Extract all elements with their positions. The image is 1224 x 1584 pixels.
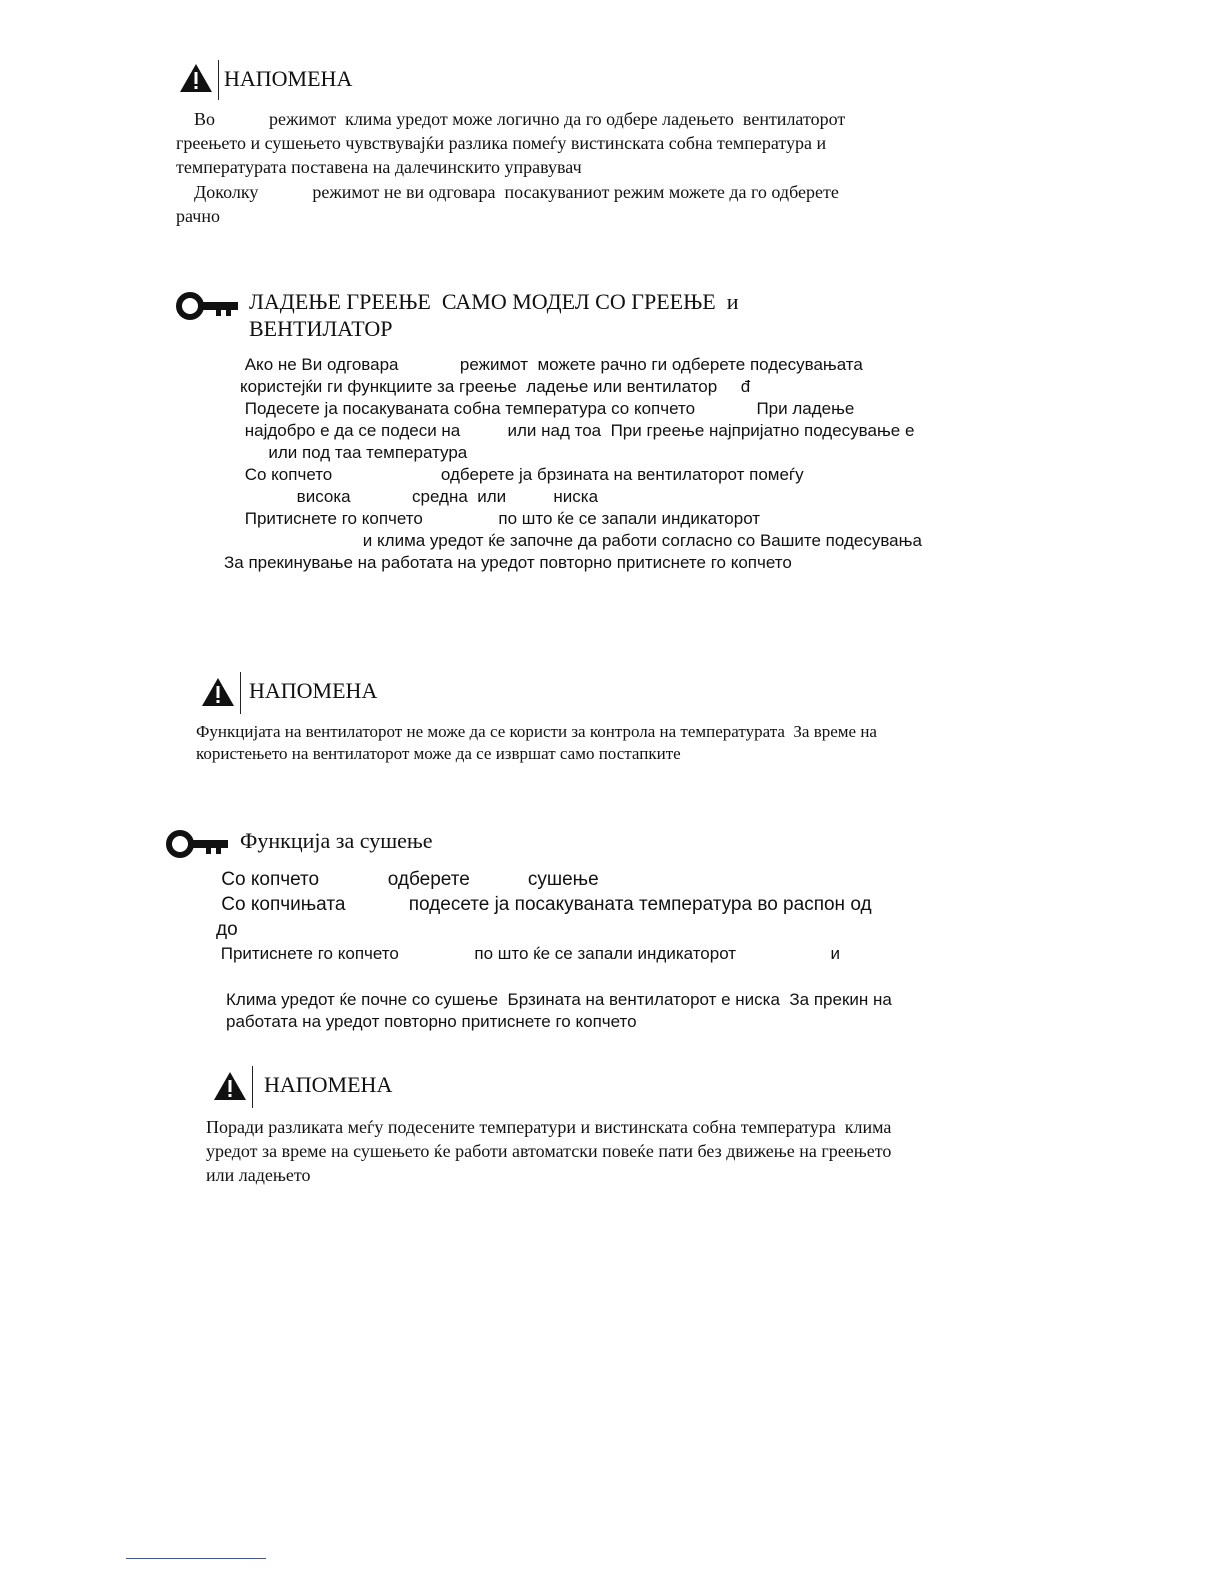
heading-divider [240,672,241,714]
note-line: или ладењето [206,1165,311,1185]
section-line: до [216,919,238,940]
note-line: греењето и сушењето чувствувајќи разлика помеѓу вистинската собна температура и [176,133,827,153]
note-heading: НАПОМЕНА [264,1072,393,1097]
section-line: Клима уредот ќе почне со сушење Брзината на вентилаторот е ниска За прекин на [226,990,892,1009]
section-line: Со копчињата подесете ја посакуваната температура во распон од [216,894,872,915]
section-line: Со копчето одберете ја брзината на вентилаторот помеѓу [240,465,804,484]
section-line: најдобро е да се подеси на или над тоа При греење најпријатно подесување е [240,421,915,440]
note-line: користењето на вентилаторот може да се извршат само постапките [196,744,681,763]
section-line: Подесете ја посакуваната собна температура со копчето При ладење [240,399,855,418]
section-line: За прекинување на работата на уредот повторно притиснете го копчето [224,553,792,572]
warning-icon [212,1070,248,1102]
section-heading: ВЕНТИЛАТОР [249,316,393,341]
key-icon [176,290,240,322]
note-line: Поради разликата меѓу подесените температури и вистинската собна температура клима [206,1117,892,1137]
section-heading: Функција за сушење [240,828,433,853]
note-line: рачно [176,206,220,226]
note-heading: НАПОМЕНА [249,678,378,703]
note-line: Во режимот клима уредот може логично да го одбере ладењето вентилаторот [176,109,846,129]
section-line: Со копчето одберете сушење [216,869,599,890]
section-line: користејќи ги функциите за греење ладење или вентилатор đ [240,377,751,396]
section-line: работата на уредот повторно притиснете го копчето [226,1012,637,1031]
heading-divider [218,60,219,100]
section-heading: ЛАДЕЊЕ ГРЕЕЊЕ САМО МОДЕЛ СО ГРЕЕЊЕ и [249,289,739,314]
note-line: температурата поставена на далечинскито управувач [176,157,582,177]
footnote-rule [126,1558,266,1559]
warning-icon [178,62,214,94]
section-line: висока средна или ниска [240,487,599,506]
section-line: Притиснете го копчето по што ќе се запали индикаторот [240,509,761,528]
note-line: Функцијата на вентилаторот не може да се користи за контрола на температурата За време на [196,722,877,741]
note-heading: НАПОМЕНА [224,66,353,91]
key-icon [166,828,230,860]
section-line: или под таа температура [240,443,468,462]
heading-divider [252,1066,253,1108]
note-line: Доколку режимот не ви одговара посакуваниот режим можете да го одберете [176,182,839,202]
warning-icon [200,676,236,708]
section-line: Притиснете го копчето по што ќе се запали индикаторот и [216,944,841,963]
note-line: уредот за време на сушењето ќе работи автоматски повеќе пати без движење на греењето [206,1141,892,1161]
section-line: Ако не Ви одговара режимот можете рачно ги одберете подесувањата [240,355,863,374]
section-line: и клима уредот ќе започне да работи согласно со Вашите подесувања [240,531,922,550]
